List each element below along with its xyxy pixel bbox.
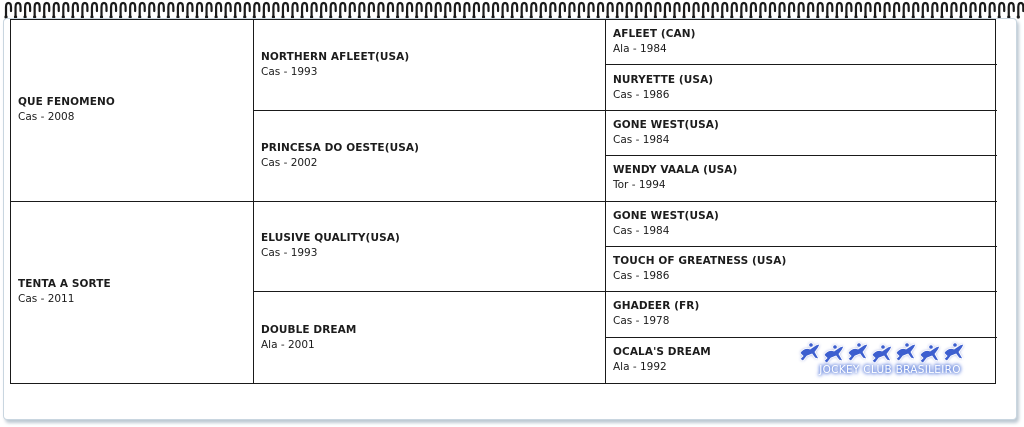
jockey-silhouette [809,343,813,347]
spiral-loop [587,3,594,19]
horse-name: ELUSIVE QUALITY(USA) [261,232,400,245]
spiral-loop [320,3,327,19]
jockey-club-logo [794,339,986,383]
spiral-loop [673,3,680,19]
spiral-loop [33,3,40,19]
jockey-silhouette [953,343,957,347]
spiral-loop [635,3,642,19]
spiral-loop [549,3,556,19]
jockey-silhouette [929,345,933,349]
horse-info: Cas - 2002 [261,156,318,169]
spiral-loop [873,3,880,19]
spiral-loop [759,3,766,19]
parent-cell-sire [11,20,254,202]
spiral-loop [100,3,107,19]
spiral-loop [520,3,527,19]
jockey-silhouette [833,345,837,349]
horse-info: Cas - 1986 [613,270,670,283]
spiral-loop [167,3,174,19]
horse-info: Cas - 1993 [261,247,318,260]
spiral-loop [644,3,651,19]
spiral-loop [625,3,632,19]
horse-info: Cas - 1993 [261,65,318,78]
spiral-loop [807,3,814,19]
spiral-loop [425,3,432,19]
spiral-loop [195,3,202,19]
spiral-loop [950,3,957,19]
great-grandparent-cell [606,65,997,110]
horse-name: WENDY VAALA (USA) [613,164,738,177]
spiral-loop [969,3,976,19]
great-grandparent-cell [606,20,997,65]
great-grandparent-cell [606,292,997,337]
spiral-loop [530,3,537,19]
spiral-loop [730,3,737,19]
jockey-silhouette [905,343,909,347]
spiral-loop [434,3,441,19]
spiral-loop [14,3,21,19]
spiral-loop [262,3,269,19]
spiral-loop [463,3,470,19]
spiral-loop [501,3,508,19]
great-grandparent-cell [606,156,997,201]
spiral-loop [224,3,231,19]
spiral-loop [988,3,995,19]
spiral-loop [62,3,69,19]
horse-info: Cas - 1984 [613,224,670,237]
spiral-loop [367,3,374,19]
racing-horses-icon [794,339,986,365]
spiral-loop [234,3,241,19]
spiral-loop [205,3,212,19]
grandparent-cell [254,202,606,293]
horse-info: Tor - 1994 [613,179,666,192]
spiral-loop [539,3,546,19]
spiral-loop [243,3,250,19]
horse-name: AFLEET (CAN) [613,28,696,41]
great-grandparent-cell [606,247,997,292]
horse-name: NORTHERN AFLEET(USA) [261,50,410,63]
spiral-loop [845,3,852,19]
spiral-loop [797,3,804,19]
spiral-loop [339,3,346,19]
spiral-loop [902,3,909,19]
spiral-loop [711,3,718,19]
spiral-loop [491,3,498,19]
spiral-loop [959,3,966,19]
grandparent-cell [254,111,606,202]
spiral-loop [558,3,565,19]
spiral-loop [444,3,451,19]
spiral-loop [81,3,88,19]
spiral-loop [148,3,155,19]
spiral-loop [215,3,222,19]
spiral-loop [119,3,126,19]
great-grandparent-cell [606,202,997,247]
pedigree-table [10,19,996,384]
spiral-loop [740,3,747,19]
horse-name: NURYETTE (USA) [613,73,714,86]
spiral-loop [616,3,623,19]
spiral-loop [568,3,575,19]
horse-name: GHADEER (FR) [613,300,700,313]
spiral-loop [24,3,31,19]
spiral-loop [129,3,136,19]
spiral-loop [157,3,164,19]
spiral-loop [577,3,584,19]
spiral-loop [854,3,861,19]
spiral-loop [386,3,393,19]
spiral-loop [358,3,365,19]
spiral-loop [109,3,116,19]
spiral-loop [749,3,756,19]
spiral-loop [663,3,670,19]
logo-text: JOCKEY CLUB BRASILEIRO [819,364,961,376]
spiral-loop [52,3,59,19]
jockey-silhouette [881,345,885,349]
spiral-loop [472,3,479,19]
spiral-loop [300,3,307,19]
spiral-loop [453,3,460,19]
spiral-loop [291,3,298,19]
horse-name: TENTA A SORTE [18,278,111,291]
spiral-loop [176,3,183,19]
spiral-loop [310,3,317,19]
horse-info: Cas - 1984 [613,133,670,146]
spiral-loop [921,3,928,19]
spiral-loop [835,3,842,19]
spiral-loop [912,3,919,19]
spiral-loop [329,3,336,19]
horse-info: Cas - 2008 [18,111,75,124]
spiral-loop [253,3,260,19]
horse-name: GONE WEST(USA) [613,118,719,131]
jockey-silhouette [857,343,861,347]
spiral-loop [692,3,699,19]
spiral-loop [816,3,823,19]
horse-name: GONE WEST(USA) [613,209,719,222]
horse-info: Cas - 2011 [18,293,75,306]
spiral-loop [597,3,604,19]
spiral-loop [893,3,900,19]
spiral-loop [415,3,422,19]
spiral-loop [281,3,288,19]
spiral-binding [0,0,1024,20]
spiral-loop [406,3,413,19]
spiral-loop [931,3,938,19]
horse-info: Cas - 1978 [613,315,670,328]
spiral-loop [998,3,1005,19]
spiral-loop [186,3,193,19]
great-grandparent-cell [606,111,997,156]
spiral-loop [788,3,795,19]
horse-name: TOUCH OF GREATNESS (USA) [613,255,787,268]
spiral-loop [71,3,78,19]
spiral-loop [864,3,871,19]
grandparent-cell [254,292,606,383]
horse-name: QUE FENOMENO [18,96,115,109]
horse-info: Ala - 1992 [613,361,667,374]
parent-cell-dam [11,202,254,384]
spiral-loop [721,3,728,19]
spiral-loop [138,3,145,19]
spiral-loop [768,3,775,19]
spiral-loop [883,3,890,19]
spiral-loop [1007,3,1014,19]
spiral-loop [702,3,709,19]
horse-info: Ala - 1984 [613,43,667,56]
spiral-loop [1017,3,1024,19]
spiral-loop [4,3,11,19]
spiral-loop [482,3,489,19]
spiral-loop [272,3,279,19]
spiral-loop [396,3,403,19]
spiral-loop [940,3,947,19]
horse-info: Ala - 2001 [261,338,315,351]
spiral-loop [348,3,355,19]
spiral-loop [778,3,785,19]
spiral-loop [654,3,661,19]
spiral-loop [377,3,384,19]
horse-name: PRINCESA DO OESTE(USA) [261,141,420,154]
spiral-loop [826,3,833,19]
spiral-loop [606,3,613,19]
horse-name: DOUBLE DREAM [261,323,357,336]
spiral-loop [90,3,97,19]
spiral-loop [682,3,689,19]
spiral-loop [43,3,50,19]
horse-name: OCALA'S DREAM [613,346,711,359]
spiral-loop [511,3,518,19]
horse-info: Cas - 1986 [613,88,670,101]
grandparent-cell [254,20,606,111]
spiral-loop [979,3,986,19]
